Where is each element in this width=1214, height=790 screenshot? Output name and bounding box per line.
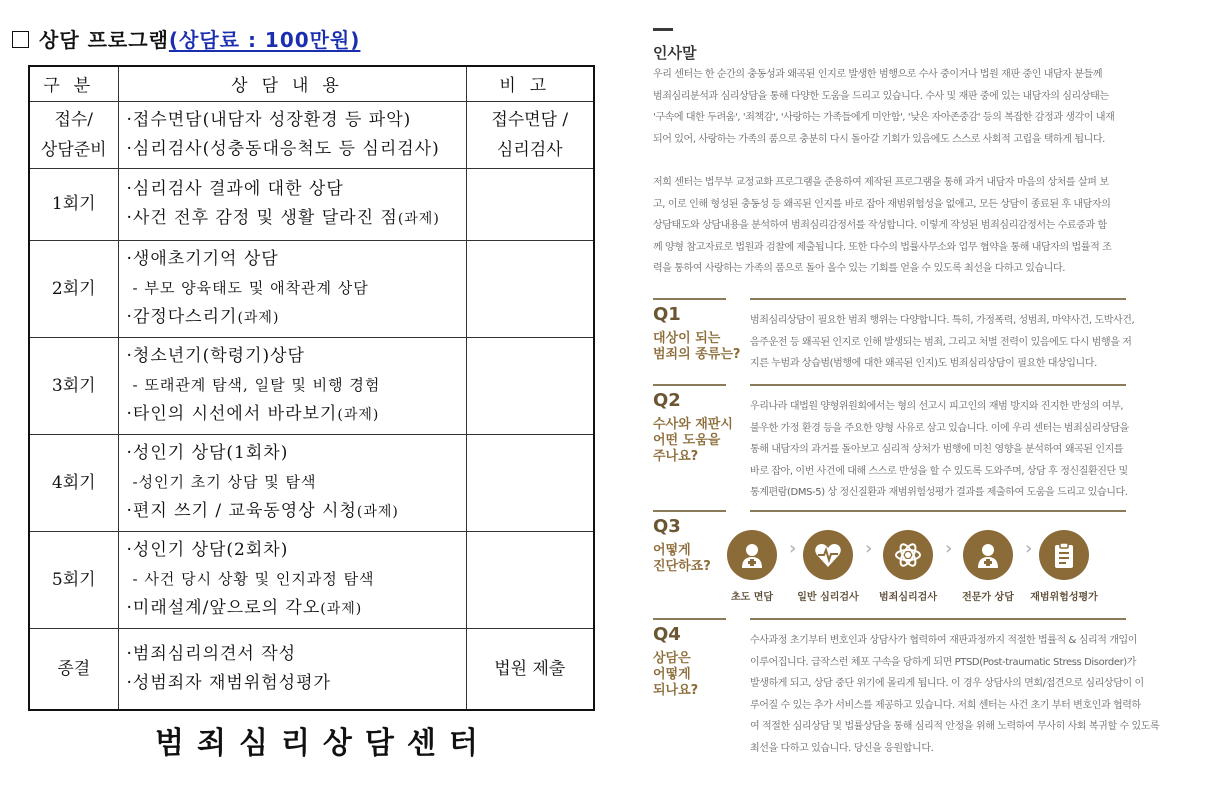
homework-tag: (과제) <box>320 600 363 617</box>
content-text: ·사건 전후 감정 및 생활 달라진 점 <box>126 207 398 228</box>
content-text: ·접수면담(내담자 성장환경 등 파악) <box>126 109 412 130</box>
content-text: ·심리검사(성충동대응척도 등 심리검사) <box>126 138 440 159</box>
session-cell <box>29 240 118 337</box>
session-label: 4회기 <box>51 472 96 493</box>
q-divider <box>653 510 726 512</box>
text-line: 통해 내담자의 과거를 돌아보고 심리적 상처가 범행에 미친 영향을 분석하여 왜곡된 인지를 <box>750 444 1124 455</box>
content-line <box>127 303 466 333</box>
text-line: 력을 통하여 사랑하는 가족의 품으로 돌아 올수 있는 기회를 얻을 수 있도록 최선을 다하고 있습니다. <box>653 263 1066 274</box>
content-line <box>127 669 466 698</box>
fee-label: (상담료 : 100만원) <box>168 28 361 52</box>
table-row <box>29 168 594 240</box>
content-cell <box>118 168 466 240</box>
text-line: 상담태도와 상담내용을 분석하여 범죄심리감정서를 작성합니다. 이렇게 작성된 범죄심리감정서는 수료증과 함 <box>653 220 1107 231</box>
q-divider <box>653 618 726 620</box>
homework-tag: (과제) <box>397 210 440 227</box>
q-divider-long <box>750 510 1126 512</box>
step-label: 전문가 상담 <box>962 592 1014 603</box>
table-header-row <box>29 66 594 101</box>
text-line: 되어 있어, 사랑하는 가족의 품으로 충분히 다시 돌아갈 기회가 있음에도 스스로 사회적 고립을 택하게 됩니다. <box>653 133 1105 145</box>
atom-icon <box>883 530 933 580</box>
content-text: - 사건 당시 상황 및 인지과정 탐색 <box>132 569 375 588</box>
session-cell <box>29 101 118 168</box>
table-row <box>29 531 594 628</box>
faq-title-line: 수사와 재판시 <box>653 417 733 432</box>
content-text: ·미래설계/앞으로의 각오 <box>126 597 321 618</box>
header-content: 상담내용 <box>118 66 466 101</box>
chevron-right-icon: › <box>945 538 953 559</box>
clipboard-icon <box>1039 530 1089 580</box>
note-cell <box>466 337 594 434</box>
text-line: 불우한 가정 환경 등을 주요한 양형 사유로 삼고 있습니다. 이에 우리 센터는 범죄심리상담을 <box>750 422 1129 434</box>
program-title: 상담 프로그램(상담료 : 100만원) <box>12 24 360 53</box>
greeting-paragraph-2 <box>653 172 1173 280</box>
text-line: 지른 누범과 상습범(범행에 대한 왜곡된 인지)도 범죄심리상담이 필요한 대상입니다. <box>750 358 1097 369</box>
content-text: - 부모 양육태도 및 애착관계 상담 <box>132 278 369 297</box>
faq-title-line: 어떻게 <box>653 543 691 558</box>
info-panel <box>620 0 1214 790</box>
faq-number: Q1 <box>653 304 681 325</box>
program-table <box>28 65 595 711</box>
table-row <box>29 337 594 434</box>
session-label: 종결 <box>57 658 91 679</box>
step-label: 일반 심리검사 <box>797 592 859 603</box>
homework-tag: (과제) <box>237 309 280 326</box>
faq-answer <box>750 396 1170 504</box>
greeting-title: 인사말 <box>653 44 697 62</box>
text-line: 우리 센터는 한 순간의 충동성과 왜곡된 인지로 발생한 범행으로 수사 중이거나 법원 재판 중인 내담자 분들께 <box>653 69 1103 80</box>
faq-answer <box>750 310 1170 375</box>
text-line: 범죄심리분석과 심리상담을 통해 다양한 도움을 드리고 있습니다. 수사 및 재판 중에 있는 내담자의 심리상태는 <box>653 90 1109 102</box>
text-line: 여 적절한 심리상담 및 법률상담을 통해 심리적 안정을 위해 노력하여 무사히 사회 복귀할 수 있도록 <box>750 721 1160 732</box>
table-row <box>29 434 594 531</box>
checkbox-square-icon <box>12 31 29 48</box>
content-text: ·범죄심리의견서 작성 <box>126 643 297 664</box>
content-text: ·성인기 상담(1회차) <box>126 442 289 463</box>
faq-title-line: 어떤 도움을 <box>653 433 721 448</box>
content-text: ·성범죄자 재범위험성평가 <box>126 672 331 693</box>
content-cell <box>118 101 466 168</box>
faq-title-line: 상담은 <box>653 651 691 666</box>
greeting-paragraph-1 <box>653 64 1173 150</box>
text-line: 바로 잡아, 이번 사건에 대해 스스로 반성을 할 수 있도록 도와주며, 상담 후 정신질환진단 및 <box>750 465 1128 477</box>
faq-number: Q3 <box>653 516 681 537</box>
session-label: 1회기 <box>51 194 96 214</box>
center-name: 범죄심리상담센터 <box>155 726 491 761</box>
text-line: 범죄심리상담이 필요한 범죄 행위는 다양합니다. 특히, 가정폭력, 성범죄, 마약사건, 도박사건, <box>750 315 1135 326</box>
q-divider-long <box>750 384 1126 386</box>
content-text: ·청소년기(학령기)상담 <box>126 345 305 366</box>
note-label: 접수면담 / <box>491 109 569 130</box>
q-divider <box>653 384 726 386</box>
heart-pulse-icon <box>803 530 853 580</box>
header-category: 구분 <box>29 66 118 101</box>
content-subline <box>127 274 466 303</box>
content-line <box>127 536 466 565</box>
text-line: '구속에 대한 두려움', '죄책감', '사랑하는 가족들에게 미안함', '낮은 자아존중감' 등의 복잡한 감정과 생각이 내재 <box>653 112 1115 123</box>
content-subline <box>127 371 466 400</box>
session-label: 2회기 <box>51 278 96 299</box>
note-cell <box>466 531 594 628</box>
q-divider-long <box>750 618 1126 620</box>
doctor-icon <box>727 530 777 580</box>
content-line <box>127 497 466 527</box>
faq-number: Q4 <box>653 624 681 645</box>
table-row <box>29 240 594 337</box>
content-text: ·편지 쓰기 / 교육동영상 시청 <box>126 500 357 521</box>
content-line <box>127 106 466 135</box>
text-line: 께 양형 참고자료로 법원과 검찰에 제출됩니다. 또한 다수의 법률사무소와 업무 협약을 통해 내담자의 법률적 조 <box>653 241 1112 253</box>
text-line: 수사과정 초기부터 변호인과 상담사가 협력하여 재판과정까지 적절한 법률적 & 심리적 개입이 <box>750 635 1138 646</box>
text-line: 최선을 다하고 있습니다. 당신을 응원합니다. <box>750 742 934 754</box>
homework-tag: (과제) <box>356 503 399 520</box>
note-label: 법원 제출 <box>494 658 566 679</box>
faq-question <box>653 304 740 363</box>
process-step <box>1014 530 1114 603</box>
content-line <box>127 439 466 468</box>
step-label: 초도 면담 <box>730 592 774 603</box>
content-line <box>127 135 466 164</box>
text-line: 이루어집니다. 급작스런 체포 구속을 당하게 되면 PTSD(Post-traumatic Stress Disorder)가 <box>750 656 1137 668</box>
homework-tag: (과제) <box>337 406 380 423</box>
text-line: 루어질 수 있는 추가 서비스를 제공하고 있습니다. 저희 센터는 사건 초기 부터 변호인과 협력하 <box>750 699 1141 711</box>
text-line: 고, 이로 인해 형성된 충동성 등 왜곡된 인지를 바로 잡아 재범위험성을 없애고, 모든 상담이 종료된 후 내담자의 <box>653 198 1111 210</box>
faq-title-line: 대상이 되는 <box>653 331 721 346</box>
session-cell <box>29 337 118 434</box>
doctor-icon <box>963 530 1013 580</box>
content-cell <box>118 628 466 710</box>
session-label: 접수/ <box>54 109 94 130</box>
content-text: ·심리검사 결과에 대한 상담 <box>126 178 344 199</box>
content-cell <box>118 434 466 531</box>
content-subline <box>127 565 466 594</box>
text-line: 우리나라 대법원 양형위원회에서는 형의 선고시 피고인의 재범 방지와 진지한 반성의 여부, <box>750 401 1124 412</box>
step-label: 범죄심리검사 <box>879 592 937 603</box>
faq-answer <box>750 630 1170 759</box>
text-line: 통계편람(DMS-5) 상 정신질환과 재범위험성평가 결과를 제출하여 도움을 드리고 있습니다. <box>750 487 1128 498</box>
session-label: 상담준비 <box>40 139 107 160</box>
content-text: ·성인기 상담(2회차) <box>126 539 289 560</box>
q-divider-long <box>750 298 1126 300</box>
content-line <box>127 245 466 274</box>
content-cell <box>118 531 466 628</box>
content-line <box>127 342 466 371</box>
chevron-right-icon: › <box>789 538 797 559</box>
q-divider <box>653 298 726 300</box>
content-text: ·생애초기기억 상담 <box>126 248 279 269</box>
note-cell <box>466 434 594 531</box>
faq-title-line: 어떻게 <box>653 667 691 682</box>
content-cell <box>118 240 466 337</box>
note-cell <box>466 101 594 168</box>
session-cell <box>29 168 118 240</box>
text-line: 음주운전 등 왜곡된 인지로 인해 발생되는 범죄, 그리고 처벌 전력이 있음에도 다시 범행을 저 <box>750 336 1132 348</box>
session-cell <box>29 628 118 710</box>
content-line <box>127 594 466 624</box>
chevron-right-icon: › <box>1025 538 1033 559</box>
content-text: -성인기 초기 상담 및 탐색 <box>132 472 317 491</box>
text-line: 저희 센터는 법무부 교정교화 프로그램을 준용하여 제작된 프로그램을 통해 과거 내담자 마음의 상처를 살펴 보 <box>653 177 1109 188</box>
content-line <box>127 640 466 669</box>
divider <box>653 28 673 31</box>
session-label: 3회기 <box>51 375 96 396</box>
note-cell <box>466 240 594 337</box>
faq-title-line: 주나요? <box>653 449 699 464</box>
content-cell <box>118 337 466 434</box>
note-label: 심리검사 <box>496 139 563 160</box>
faq-question <box>653 390 733 465</box>
table-row <box>29 628 594 710</box>
text-line: 발생하게 되고, 상담 중단 위기에 몰리게 됩니다. 이 경우 상담사의 면회/접견으로 심리상담이 이 <box>750 678 1144 689</box>
note-cell <box>466 168 594 240</box>
note-cell <box>466 628 594 710</box>
faq-number: Q2 <box>653 390 681 411</box>
chevron-right-icon: › <box>865 538 873 559</box>
session-cell <box>29 434 118 531</box>
step-label: 재범위험성평가 <box>1030 592 1098 603</box>
faq-title-line: 되나요? <box>653 683 699 698</box>
table-row <box>29 101 594 168</box>
session-label: 5회기 <box>51 569 96 590</box>
content-line <box>127 204 466 234</box>
content-text: - 또래관계 탐색, 일탈 및 비행 경험 <box>132 375 381 394</box>
content-line <box>127 400 466 430</box>
faq-title-line: 진단하죠? <box>653 559 711 574</box>
content-subline <box>127 468 466 497</box>
faq-title-line: 범죄의 종류는? <box>653 347 741 362</box>
session-cell <box>29 531 118 628</box>
content-line <box>127 175 466 204</box>
faq-question <box>653 624 698 699</box>
header-note: 비고 <box>466 66 594 101</box>
content-text: ·감정다스리기 <box>126 306 238 327</box>
content-text: ·타인의 시선에서 바라보기 <box>126 403 338 424</box>
